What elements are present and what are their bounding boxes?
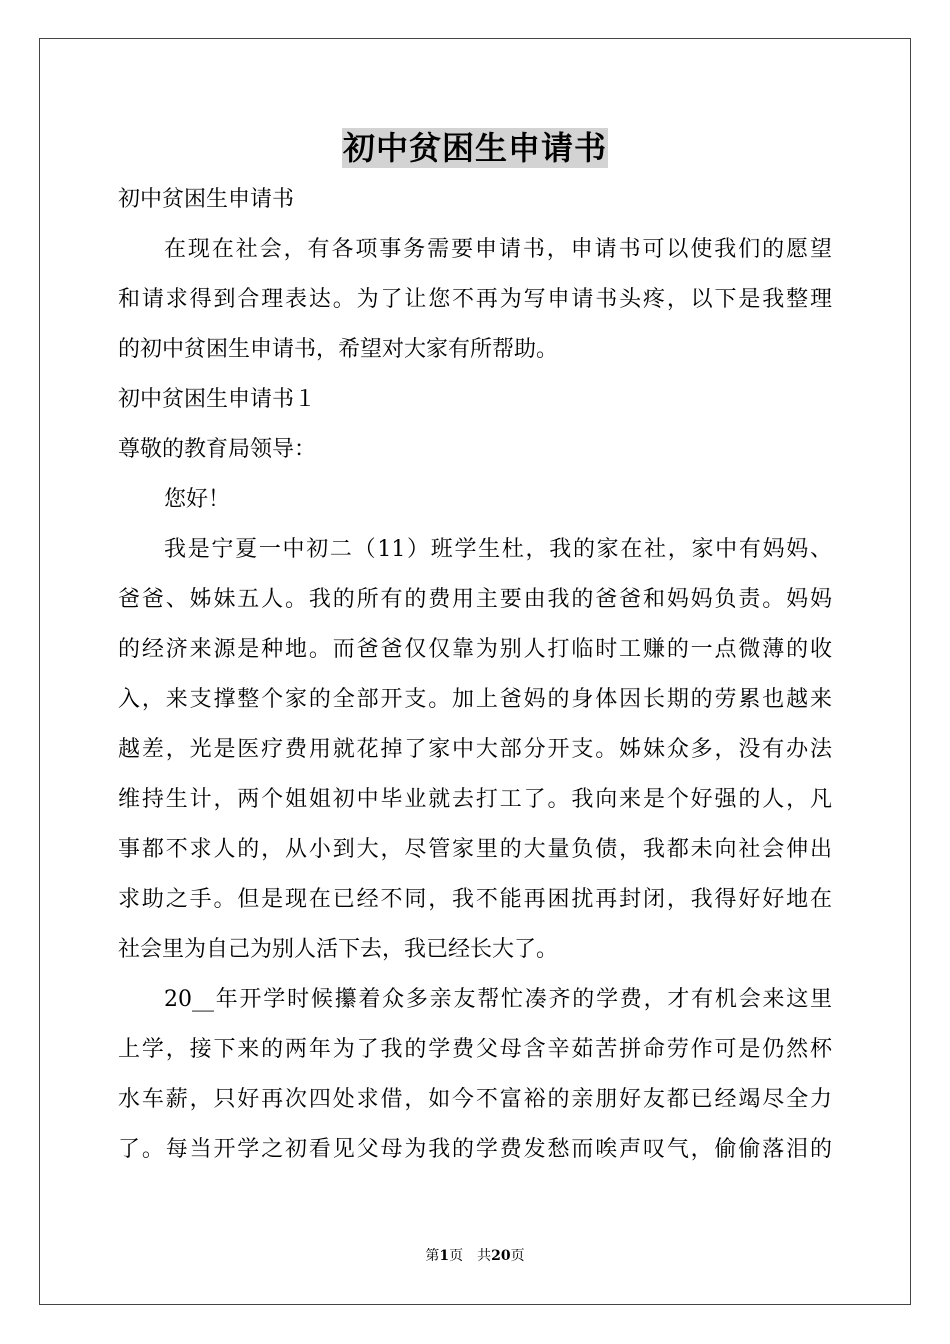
body-line: 维持生计，两个姐姐初中毕业就去打工了。我向来是个好强的人，凡 xyxy=(118,787,832,812)
body-line: 初中贫困生申请书 xyxy=(118,187,295,212)
body-line: 在现在社会，有各项事务需要申请书，申请书可以使我们的愿望 xyxy=(164,237,832,262)
document-title: 初中贫困生申请书 xyxy=(342,129,607,167)
footer-page-number: 1 xyxy=(439,1248,450,1264)
body-line: 了。每当开学之初看见父母为我的学费发愁而唉声叹气，偷偷落泪的 xyxy=(118,1137,832,1162)
body-line: 我是宁夏一中初二（11）班学生杜，我的家在社，家中有妈妈、 xyxy=(164,537,832,562)
body-line: 20__年开学时候攥着众多亲友帮忙凑齐的学费，才有机会来这里 xyxy=(164,987,832,1012)
body-line: 的经济来源是种地。而爸爸仅仅靠为别人打临时工赚的一点微薄的收 xyxy=(118,637,832,662)
footer-page-suffix: 页 共 xyxy=(449,1248,492,1264)
footer-total-pages: 20 xyxy=(491,1248,511,1264)
body-line: 水车薪，只好再次四处求借，如今不富裕的亲朋好友都已经竭尽全力 xyxy=(118,1087,832,1112)
footer-prefix: 第 xyxy=(425,1248,440,1264)
body-line: 求助之手。但是现在已经不同，我不能再困扰再封闭，我得好好地在 xyxy=(118,887,832,912)
body-line: 爸爸、姊妹五人。我的所有的费用主要由我的爸爸和妈妈负责。妈妈 xyxy=(118,587,832,612)
body-line: 上学，接下来的两年为了我的学费父母含辛茹苦拼命劳作可是仍然杯 xyxy=(118,1037,832,1062)
footer-total-suffix: 页 xyxy=(510,1248,525,1264)
body-line: 和请求得到合理表达。为了让您不再为写申请书头疼，以下是我整理 xyxy=(118,287,832,312)
document-body xyxy=(118,178,832,1178)
body-line: 的初中贫困生申请书，希望对大家有所帮助。 xyxy=(118,337,559,362)
body-line: 事都不求人的，从小到大，尽管家里的大量负债，我都未向社会伸出 xyxy=(118,837,832,862)
body-line: 入，来支撑整个家的全部开支。加上爸妈的身体因长期的劳累也越来 xyxy=(118,687,832,712)
body-line: 初中贫困生申请书１ xyxy=(118,387,317,412)
body-line: 尊敬的教育局领导： xyxy=(118,437,317,462)
title-wrap xyxy=(0,128,950,168)
page-footer xyxy=(0,1245,950,1265)
body-line: 越差，光是医疗费用就花掉了家中大部分开支。姊妹众多，没有办法 xyxy=(118,737,832,762)
body-line: 您好！ xyxy=(164,487,231,512)
body-line: 社会里为自己为别人活下去，我已经长大了。 xyxy=(118,937,559,962)
